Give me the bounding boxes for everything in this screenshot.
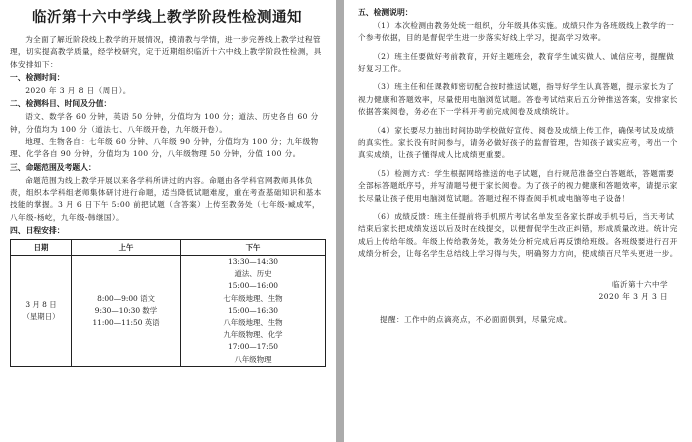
note-paragraph-1: （1）本次检测由教务处统一组织，分年级具体实施。成绩只作为各班级线上教学的一个参考依据，目的是督促学生进一步落实好线上学习，提高学习效率。	[358, 20, 675, 43]
table-row	[11, 256, 326, 367]
table-cell-afternoon	[181, 256, 326, 367]
signature-date: 2020 年 3 月 3 日	[598, 292, 668, 302]
afternoon-line: 道法、历史	[234, 269, 272, 279]
schedule-table	[10, 239, 326, 367]
section-heading-notes: 五、检测说明：	[358, 8, 413, 17]
afternoon-line: 15:00—16:00	[228, 281, 278, 291]
section-scope-text: 命题范围为线上教学开展以来各学科所讲过的内容。命题由各学科官网教师具体负责，组织本学科组老师集体研讨进行命题，适当降低试题难度，重在考查基础知识和基本技能的掌握。3 月 6 日下午 5:00 前把试题（含答案）上传至教务处（七年级-臧成军，八年级-杨屹，九年级-韩继国）。	[10, 175, 322, 222]
morning-slot: 8:00—9:00 语文	[97, 293, 155, 303]
afternoon-line: 15:00—16:30	[228, 305, 278, 315]
note-paragraph-4: （4）家长要尽力抽出时间协助学校做好宣传、阅卷及成绩上传工作，确保考试及成绩的真实性。家长没有时间参与，请务必做好孩子的监督管理，告知孩子诚实应考，考出一个真实成绩，让孩子懂得成人比成绩更重要。	[358, 125, 678, 160]
afternoon-line: 八年级物理	[234, 354, 272, 364]
afternoon-line: 八年级地理、生物	[223, 318, 283, 328]
section-time-text: 2020 年 3 月 8 日（周日）。	[25, 86, 131, 96]
morning-slot: 11:00—11:50 英语	[92, 318, 160, 328]
section-heading-scope: 三、命题范围及考题人：	[10, 162, 96, 172]
section-heading-subjects: 二、检测科目、时间及分值：	[10, 99, 112, 109]
reminder-note: 提醒：工作中的点滴亮点，不必面面俱到，尽量完成。	[380, 314, 572, 324]
note-paragraph-3: （3）班主任和任课教师密切配合按时推送试题，指导好学生认真答题，提示家长为了视力健康和答题效率，尽量使用电脑浏览试题。答卷考试结束后五分钟推送答案，安排家长依据答案阅卷，务必在下一学科开考前完成阅卷及成绩统计。	[358, 82, 678, 117]
note-paragraph-5: （5）检测方式：学生根据网络推送的电子试题，自行规范准备空白答题纸，答题需要全部标答题纸序号，并写清题号便于家长阅卷。为了孩子的视力健康和答题效率，请提示家长尽量让孩子使用电脑浏览试题。答题过程不得查阅手机或电脑等电子设备！	[358, 168, 678, 203]
table-header-row	[11, 240, 326, 256]
table-header-morning: 上午	[72, 240, 181, 256]
section-subjects-text-2: 地理、生物各自：七年级 60 分钟、八年级 90 分钟，分值均为 100 分；九年级物理、化学各自 90 分钟，分值均为 100 分，八年级物理 50 分钟，分值 100 分。	[10, 137, 319, 159]
table-header-date: 日期	[11, 240, 72, 256]
date-line: 3 月 8 日	[25, 299, 57, 309]
section-subjects-text-1: 语文、数学各 60 分钟，英语 50 分钟，分值均为 100 分；道法、历史各自 60 分钟，分值均为 100 分（道法七、八年级开卷，九年级开卷）。	[10, 112, 319, 134]
morning-slot: 9:30—10:30 数学	[94, 305, 158, 315]
section-heading-time: 一、检测时间：	[10, 73, 65, 83]
afternoon-line: 九年级物理、化学	[223, 330, 283, 340]
afternoon-line: 七年级地理、生物	[223, 293, 283, 303]
table-cell-morning	[72, 256, 181, 367]
document-title: 临沂第十六中学线上教学阶段性检测通知	[32, 10, 302, 26]
document-page-right	[344, 0, 692, 442]
document-page-left	[0, 0, 336, 442]
signature-school: 临沂第十六中学	[612, 279, 668, 289]
note-paragraph-2: （2）班主任要做好考前教育，开好主题班会，教育学生诚实做人、诚信应考，提醒做好复习工作。	[358, 51, 675, 74]
section-heading-schedule: 四、日程安排：	[10, 226, 65, 236]
weekday-line: （星期日）	[22, 311, 60, 321]
note-paragraph-6: （6）成绩反馈：班主任提前将手机照片考试名单发至各家长群或手机号后，当天考试结束后家长把成绩发送以后及时在线提交，以便督促学生改正纠错，形成质量改进。统计完成后上传给年级。年级上传给教务处，教务处分析完成后再反馈给班级。各班级要进行召开成绩分析会，让每名学生总结线上学习得与失，明确努力方向，使成绩百尺竿头更进一步。	[358, 212, 678, 259]
table-header-afternoon: 下午	[181, 240, 326, 256]
afternoon-line: 17:00—17:50	[228, 342, 278, 352]
intro-paragraph: 为全面了解近阶段线上教学的开展情况，摸清教与学情，进一步完善线上教学过程管理，切实提高教学质量，经学校研究，定于近期组织临沂十六中线上教学阶段性检测，具体安排如下：	[10, 35, 322, 69]
table-cell-date	[11, 256, 72, 367]
afternoon-line: 13:30—14:30	[228, 257, 278, 267]
